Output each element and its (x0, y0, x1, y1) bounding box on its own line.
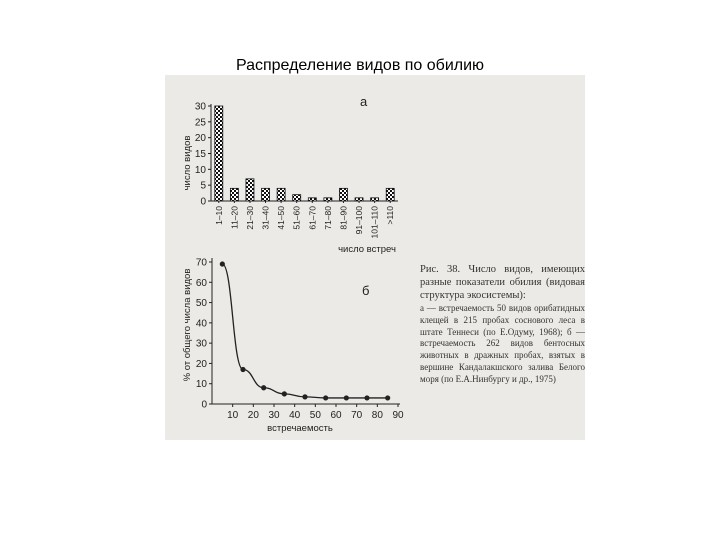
y-axis-label-a: число видов (182, 135, 193, 191)
panel-label-b: б (362, 283, 370, 298)
data-point-b (282, 391, 287, 396)
x-tick-label-b: 50 (309, 410, 321, 421)
x-tick-label-a: 71–80 (322, 206, 333, 230)
y-tick-label-a: 30 (194, 101, 206, 113)
data-point-b (240, 367, 245, 372)
x-tick-label-a: 81–90 (338, 206, 349, 230)
x-axis-label-a: число встреч (338, 244, 396, 255)
x-axis-label-b: встречаемость (267, 423, 333, 434)
y-tick-label-b: 10 (195, 379, 207, 391)
y-tick-label-a: 0 (200, 196, 206, 208)
y-tick-label-b: 0 (201, 399, 207, 411)
x-tick-label-a: 11–20 (229, 206, 240, 230)
y-tick-label-a: 10 (194, 164, 206, 176)
x-tick-label-b: 30 (268, 410, 280, 421)
y-axis-label-b: % от общего числа видов (182, 268, 193, 382)
y-tick-label-b: 50 (195, 298, 207, 310)
x-tick-label-b: 70 (351, 410, 363, 421)
y-tick-label-b: 20 (195, 358, 207, 370)
data-point-b (323, 395, 328, 400)
x-tick-label-a: 41–50 (276, 206, 287, 230)
data-point-b (364, 395, 369, 400)
y-tick-label-b: 30 (195, 338, 207, 350)
x-tick-label-a: 61–70 (307, 206, 318, 230)
bar-81–90 (339, 188, 347, 201)
bar-61–70 (308, 198, 316, 201)
bar-101–110 (371, 198, 379, 201)
y-tick-label-b: 70 (195, 257, 207, 269)
bar-21–30 (246, 179, 254, 201)
x-tick-label-a: 1–10 (213, 206, 224, 225)
bar-41–50 (277, 188, 285, 201)
bar-31–40 (262, 188, 270, 201)
data-point-b (220, 261, 225, 266)
panel-label-a: а (360, 94, 368, 109)
x-tick-label-b: 80 (371, 410, 383, 421)
x-tick-label-b: 40 (289, 410, 301, 421)
x-tick-label-a: 31–40 (260, 206, 271, 230)
slide-title: Распределение видов по обилию (235, 57, 485, 74)
caption-title: Рис. 38. Число видов, имеющих разные показатели обилия (видовая структура экосистемы): (420, 264, 585, 301)
x-tick-label-b: 20 (247, 410, 259, 421)
x-tick-label-b: 10 (227, 410, 239, 421)
y-tick-label-a: 15 (194, 149, 206, 160)
y-tick-label-a: 5 (200, 180, 206, 192)
bar->110 (386, 188, 394, 201)
x-tick-label-b: 60 (330, 410, 342, 421)
x-tick-label-a: 21–30 (244, 205, 255, 230)
figure-caption (420, 263, 585, 386)
chart-b (182, 258, 404, 435)
y-tick-label-b: 60 (195, 277, 207, 289)
bar-1–10 (215, 106, 223, 201)
x-tick-label-a: 51–60 (291, 206, 302, 230)
y-tick-label-a: 25 (194, 117, 206, 129)
caption-body: а — встречаемость 50 видов орибатидных клещей в 215 пробах соснового леса в штате Теннеси (по Е.Одуму, 1968); б — встречаемость 262 видов бентосных животных в дражных пробах, взятых в вершине Кандалакшского залива Белого моря (по Е.А.Нинбургу и др., 1975) (420, 303, 585, 384)
y-tick-label-b: 40 (195, 318, 207, 330)
chart-a (182, 94, 398, 255)
x-tick-label-a: 101–110 (369, 206, 380, 239)
bar-51–60 (293, 195, 301, 201)
data-point-b (302, 394, 307, 399)
x-tick-label-b: 90 (392, 410, 404, 421)
y-tick-label-a: 20 (194, 133, 206, 145)
data-point-b (385, 395, 390, 400)
data-point-b (261, 385, 266, 390)
x-tick-label-a: >110 (385, 206, 396, 225)
bar-71–80 (324, 198, 332, 201)
bar-91–100 (355, 198, 363, 201)
x-tick-label-a: 91–100 (354, 206, 365, 235)
data-point-b (344, 395, 349, 400)
bar-11–20 (230, 188, 238, 201)
